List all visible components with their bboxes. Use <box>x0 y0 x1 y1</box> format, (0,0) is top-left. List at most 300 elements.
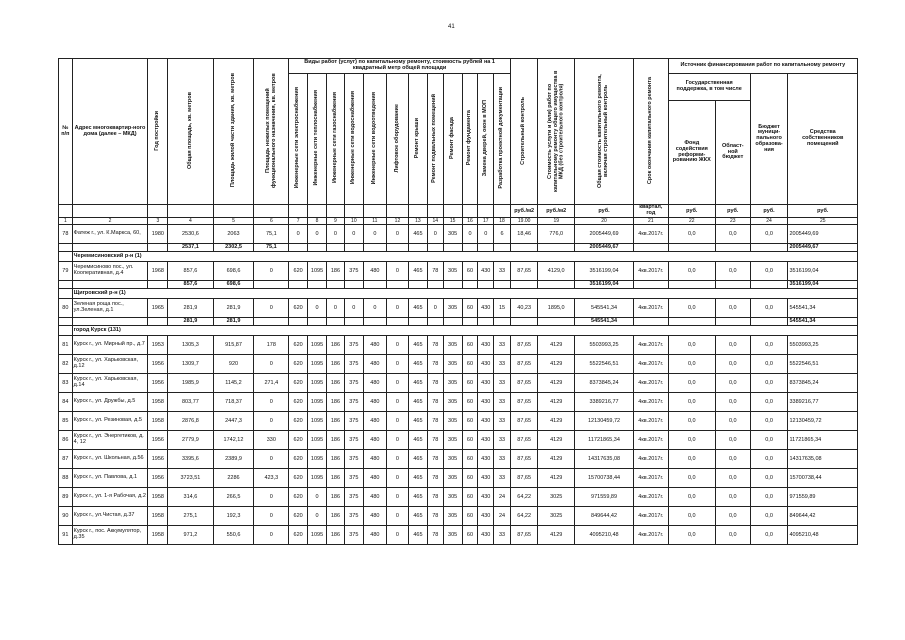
blank-cell <box>59 325 73 335</box>
row-work-cost: 430 <box>478 468 494 487</box>
row-year: 1956 <box>148 354 168 373</box>
row-work-cost: 24 <box>494 506 511 525</box>
row-work-cost: 33 <box>494 525 511 544</box>
blank-cell <box>511 243 538 251</box>
row-fund: 0,0 <box>668 411 715 430</box>
row-fund: 0,0 <box>668 487 715 506</box>
row-work-cost: 375 <box>344 487 363 506</box>
row-deadline: 4кв.2017г. <box>633 449 668 468</box>
blank-cell <box>59 251 73 261</box>
subtotal-area: 2537,1 <box>168 243 213 251</box>
row-work-cost: 78 <box>427 487 443 506</box>
row-work-cost: 60 <box>462 487 478 506</box>
blank-cell <box>308 280 327 288</box>
unit-quarter: квартал, год <box>633 205 668 218</box>
column-number: 4 <box>168 217 213 224</box>
row-owners: 5522546,51 <box>788 354 858 373</box>
table-row <box>59 487 858 506</box>
unit-rub-m2: руб./м2 <box>511 205 538 218</box>
row-fund: 0,0 <box>668 224 715 243</box>
row-work-cost: 430 <box>478 411 494 430</box>
blank-cell <box>494 243 511 251</box>
blank-cell <box>408 317 427 325</box>
row-nonres-area: 0 <box>254 354 289 373</box>
row-work-cost: 186 <box>327 525 345 544</box>
row-address: Черемисиново пос., ул. Кооперативная, д.4 <box>72 261 148 280</box>
row-work-cost: 480 <box>363 468 386 487</box>
row-work-cost: 186 <box>327 487 345 506</box>
row-work-cost: 620 <box>289 411 308 430</box>
row-work-cost: 87,65 <box>511 354 538 373</box>
row-work-cost: 620 <box>289 373 308 392</box>
row-deadline: 4кв.2017г. <box>633 373 668 392</box>
row-number: 87 <box>59 449 73 468</box>
blank-cell <box>668 243 715 251</box>
table-row <box>59 392 858 411</box>
row-work-cost: 0 <box>289 224 308 243</box>
column-number: 7 <box>289 217 308 224</box>
row-number: 88 <box>59 468 73 487</box>
row-work-cost: 87,65 <box>511 392 538 411</box>
blank-cell <box>327 280 345 288</box>
row-work-cost: 78 <box>427 373 443 392</box>
row-nonres-area: 0 <box>254 487 289 506</box>
table-row <box>59 411 858 430</box>
row-total-cost: 4095210,48 <box>575 525 634 544</box>
row-work-cost: 480 <box>363 373 386 392</box>
row-work-cost: 480 <box>363 354 386 373</box>
blank-cell <box>427 317 443 325</box>
row-deadline: 4кв.2017г. <box>633 430 668 449</box>
row-work-cost: 186 <box>327 430 345 449</box>
row-work-cost: 60 <box>462 525 478 544</box>
row-work-cost: 465 <box>408 411 427 430</box>
row-work-cost: 430 <box>478 261 494 280</box>
blank-cell <box>538 243 575 251</box>
row-municipal: 0,0 <box>750 468 788 487</box>
row-address: Курск г., ул. Энергетиков, д. 4, 12 <box>72 430 148 449</box>
row-number: 81 <box>59 335 73 354</box>
blank-cell <box>478 317 494 325</box>
row-work-cost: 1095 <box>308 354 327 373</box>
row-work-cost: 305 <box>443 468 462 487</box>
row-total-area: 2779,9 <box>168 430 213 449</box>
row-municipal: 0,0 <box>750 392 788 411</box>
row-work-cost: 375 <box>344 392 363 411</box>
row-regional: 0,0 <box>715 449 750 468</box>
row-work-cost: 0 <box>344 298 363 317</box>
row-total-area: 1305,3 <box>168 335 213 354</box>
row-work-cost: 0 <box>308 487 327 506</box>
row-work-cost: 375 <box>344 506 363 525</box>
header-owners: Средства собственников помещений <box>788 74 858 205</box>
column-number: 21 <box>633 217 668 224</box>
header-work-12: Разработка проектной документации <box>494 74 511 205</box>
blank-cell <box>750 317 788 325</box>
row-work-cost: 186 <box>327 392 345 411</box>
row-number: 85 <box>59 411 73 430</box>
row-work-cost: 33 <box>494 373 511 392</box>
row-year: 1956 <box>148 430 168 449</box>
header-regional: Област-ной бюджет <box>715 101 750 205</box>
row-total-area: 1309,7 <box>168 354 213 373</box>
row-work-cost: 620 <box>289 487 308 506</box>
header-work-13: Строительный контроль <box>511 59 538 205</box>
row-work-cost: 1095 <box>308 261 327 280</box>
column-number: 15 <box>443 217 462 224</box>
row-work-cost: 1095 <box>308 468 327 487</box>
row-work-cost: 480 <box>363 506 386 525</box>
row-work-cost: 1095 <box>308 392 327 411</box>
row-total-cost: 5522546,51 <box>575 354 634 373</box>
row-owners: 5503993,25 <box>788 335 858 354</box>
row-work-cost: 0 <box>386 354 408 373</box>
row-work-cost: 0 <box>308 224 327 243</box>
row-work-cost: 0 <box>327 224 345 243</box>
blank-cell <box>344 243 363 251</box>
row-work-cost: 186 <box>327 468 345 487</box>
blank-cell <box>72 280 148 288</box>
column-number: 12 <box>386 217 408 224</box>
row-work-cost: 375 <box>344 525 363 544</box>
row-total-area: 275,1 <box>168 506 213 525</box>
row-work-cost: 465 <box>408 261 427 280</box>
row-work-cost: 1095 <box>308 449 327 468</box>
blank-cell <box>72 243 148 251</box>
row-work-cost: 186 <box>327 261 345 280</box>
row-deadline: 4кв.2017г. <box>633 506 668 525</box>
row-total-cost: 849644,42 <box>575 506 634 525</box>
row-living-area: 2389,9 <box>213 449 254 468</box>
row-work-cost: 305 <box>443 373 462 392</box>
blank-cell <box>633 280 668 288</box>
column-number: 5 <box>213 217 254 224</box>
row-address: Курск г., ул. Харьковская, д.12 <box>72 354 148 373</box>
row-total-cost: 15700738,44 <box>575 468 634 487</box>
blank-cell <box>478 243 494 251</box>
row-work-cost: 0 <box>327 298 345 317</box>
row-work-cost: 480 <box>363 449 386 468</box>
row-work-cost: 87,65 <box>511 449 538 468</box>
header-funding-group: Источник финансирования работ по капитальному ремонту <box>668 59 857 74</box>
row-number: 90 <box>59 506 73 525</box>
row-municipal: 0,0 <box>750 261 788 280</box>
row-work-cost: 0 <box>386 411 408 430</box>
row-municipal: 0,0 <box>750 525 788 544</box>
row-work-cost: 430 <box>478 335 494 354</box>
row-work-cost: 465 <box>408 354 427 373</box>
row-unit-cost: 4129 <box>538 373 575 392</box>
header-no: № п/п <box>59 59 73 205</box>
blank-cell <box>59 288 73 298</box>
row-living-area: 266,5 <box>213 487 254 506</box>
header-nonres-area: Площадь нежилых помещений функционального назначения, кв. метров <box>254 59 289 205</box>
row-owners: 3516199,04 <box>788 261 858 280</box>
row-total-cost: 11721865,34 <box>575 430 634 449</box>
row-total-area: 857,6 <box>168 261 213 280</box>
row-year: 1958 <box>148 506 168 525</box>
row-total-cost: 5503993,25 <box>575 335 634 354</box>
row-living-area: 698,6 <box>213 261 254 280</box>
row-work-cost: 33 <box>494 430 511 449</box>
row-nonres-area: 0 <box>254 261 289 280</box>
row-unit-cost: 4129 <box>538 335 575 354</box>
row-total-area: 2876,8 <box>168 411 213 430</box>
subtotal-nonres <box>254 317 289 325</box>
blank-cell <box>289 317 308 325</box>
section-title: Черемисиновский р-н (1) <box>72 251 857 261</box>
header-address: Адрес многоквартир-ного дома (далее – МКД) <box>72 59 148 205</box>
row-work-cost: 465 <box>408 335 427 354</box>
row-year: 1958 <box>148 525 168 544</box>
row-living-area: 281,9 <box>213 298 254 317</box>
row-nonres-area: 0 <box>254 411 289 430</box>
row-work-cost: 87,65 <box>511 335 538 354</box>
blank-cell <box>148 317 168 325</box>
row-work-cost: 620 <box>289 468 308 487</box>
row-address: Курск г., ул. Мирный пр., д.7 <box>72 335 148 354</box>
row-number: 86 <box>59 430 73 449</box>
header-work-10: Ремонт фундамента <box>462 74 478 205</box>
table-row <box>59 298 858 317</box>
row-address: Курск г., ул. Павлова, д.1 <box>72 468 148 487</box>
row-nonres-area: 423,3 <box>254 468 289 487</box>
column-number: 17 <box>478 217 494 224</box>
blank-cell <box>462 317 478 325</box>
blank-cell <box>478 280 494 288</box>
row-work-cost: 0 <box>344 224 363 243</box>
subtotal-area: 281,9 <box>168 317 213 325</box>
blank-cell <box>308 317 327 325</box>
row-work-cost: 620 <box>289 298 308 317</box>
header-work-9: Ремонт фасада <box>443 74 462 205</box>
section-row <box>59 325 858 335</box>
table-row <box>59 373 858 392</box>
blank-cell <box>363 280 386 288</box>
blank-cell <box>668 280 715 288</box>
subtotal-nonres <box>254 280 289 288</box>
table-row <box>59 224 858 243</box>
row-address: Курск г., ул. 1-я Рабочая, д.2 <box>72 487 148 506</box>
row-work-cost: 620 <box>289 430 308 449</box>
blank-cell <box>668 317 715 325</box>
row-work-cost: 87,65 <box>511 468 538 487</box>
section-row <box>59 288 858 298</box>
header-living-area: Площадь жилой части здания, кв. метров <box>213 59 254 205</box>
row-work-cost: 1095 <box>308 525 327 544</box>
subtotal-total-cost: 2005449,67 <box>575 243 634 251</box>
blank-cell <box>750 243 788 251</box>
header-work-6: Лифтовое оборудование <box>386 74 408 205</box>
row-work-cost: 60 <box>462 354 478 373</box>
header-works-group: Виды работ (услуг) по капитальному ремонту, стоимость рублей на 1 квадратный метр общей площади <box>289 59 511 74</box>
header-work-1: Инженерные сети электроснабжения <box>289 74 308 205</box>
row-nonres-area: 178 <box>254 335 289 354</box>
blank-cell <box>538 317 575 325</box>
row-work-cost: 620 <box>289 449 308 468</box>
row-fund: 0,0 <box>668 298 715 317</box>
row-work-cost: 0 <box>386 487 408 506</box>
row-work-cost: 24 <box>494 487 511 506</box>
row-municipal: 0,0 <box>750 487 788 506</box>
blank-cell <box>289 243 308 251</box>
row-work-cost: 0 <box>386 449 408 468</box>
row-work-cost: 0 <box>308 506 327 525</box>
row-unit-cost: 4129 <box>538 392 575 411</box>
row-municipal: 0,0 <box>750 298 788 317</box>
row-number: 89 <box>59 487 73 506</box>
row-address: Курск г., ул. Дружбы, д.5 <box>72 392 148 411</box>
row-work-cost: 186 <box>327 411 345 430</box>
row-work-cost: 87,65 <box>511 430 538 449</box>
blank-cell <box>443 317 462 325</box>
row-owners: 11721865,34 <box>788 430 858 449</box>
row-work-cost: 430 <box>478 506 494 525</box>
row-work-cost: 33 <box>494 261 511 280</box>
table-row <box>59 525 858 544</box>
row-work-cost: 620 <box>289 506 308 525</box>
row-unit-cost: 776,0 <box>538 224 575 243</box>
header-work-4: Инженерные сети водоснабжения <box>344 74 363 205</box>
blank-cell <box>633 317 668 325</box>
table-row <box>59 335 858 354</box>
row-work-cost: 15 <box>494 298 511 317</box>
header-total-cost: Общая стоимость капитального ремонта, включая строительный контроль <box>575 59 634 205</box>
column-number: 13 <box>408 217 427 224</box>
column-number: 23 <box>715 217 750 224</box>
blank-cell <box>443 243 462 251</box>
row-fund: 0,0 <box>668 430 715 449</box>
row-total-area: 971,2 <box>168 525 213 544</box>
row-work-cost: 1095 <box>308 430 327 449</box>
row-work-cost: 305 <box>443 525 462 544</box>
row-work-cost: 620 <box>289 354 308 373</box>
row-number: 91 <box>59 525 73 544</box>
row-work-cost: 430 <box>478 298 494 317</box>
subtotal-total-cost: 545541,34 <box>575 317 634 325</box>
blank-cell <box>72 317 148 325</box>
section-title: Щигровский р-н (1) <box>72 288 857 298</box>
row-regional: 0,0 <box>715 335 750 354</box>
row-work-cost: 375 <box>344 411 363 430</box>
row-work-cost: 1095 <box>308 335 327 354</box>
row-nonres-area: 0 <box>254 298 289 317</box>
row-work-cost: 78 <box>427 335 443 354</box>
table-row <box>59 449 858 468</box>
column-number: 19.00 <box>511 217 538 224</box>
row-deadline: 4кв.2017г. <box>633 224 668 243</box>
row-regional: 0,0 <box>715 354 750 373</box>
row-work-cost: 430 <box>478 392 494 411</box>
row-work-cost: 0 <box>386 261 408 280</box>
row-work-cost: 465 <box>408 525 427 544</box>
row-owners: 12130459,72 <box>788 411 858 430</box>
row-work-cost: 480 <box>363 335 386 354</box>
row-work-cost: 430 <box>478 449 494 468</box>
row-work-cost: 305 <box>443 430 462 449</box>
row-work-cost: 0 <box>363 298 386 317</box>
row-owners: 849644,42 <box>788 506 858 525</box>
column-number: 1 <box>59 217 73 224</box>
row-work-cost: 305 <box>443 411 462 430</box>
row-work-cost: 0 <box>386 506 408 525</box>
row-year: 1968 <box>148 261 168 280</box>
row-work-cost: 375 <box>344 430 363 449</box>
row-work-cost: 480 <box>363 261 386 280</box>
row-total-area: 3723,51 <box>168 468 213 487</box>
row-work-cost: 480 <box>363 430 386 449</box>
unit-rub: руб. <box>750 205 788 218</box>
blank-cell <box>363 317 386 325</box>
row-work-cost: 186 <box>327 335 345 354</box>
column-number: 16 <box>462 217 478 224</box>
row-total-cost: 2005449,69 <box>575 224 634 243</box>
row-work-cost: 305 <box>443 487 462 506</box>
row-work-cost: 480 <box>363 525 386 544</box>
row-year: 1958 <box>148 392 168 411</box>
row-work-cost: 78 <box>427 525 443 544</box>
row-work-cost: 0 <box>478 224 494 243</box>
row-work-cost: 60 <box>462 468 478 487</box>
unit-rub: руб. <box>788 205 858 218</box>
row-work-cost: 465 <box>408 224 427 243</box>
column-number: 3 <box>148 217 168 224</box>
subtotal-living: 2302,5 <box>213 243 254 251</box>
row-year: 1980 <box>148 224 168 243</box>
subtotal-nonres: 75,1 <box>254 243 289 251</box>
row-work-cost: 620 <box>289 525 308 544</box>
row-work-cost: 620 <box>289 261 308 280</box>
row-work-cost: 305 <box>443 224 462 243</box>
row-address: Курск г., ул.Чистая, д.37 <box>72 506 148 525</box>
header-municipal: Бюджет муници-пального образова-ния <box>750 74 788 205</box>
row-owners: 545541,34 <box>788 298 858 317</box>
column-number: 14 <box>427 217 443 224</box>
row-work-cost: 0 <box>386 430 408 449</box>
row-address: Курск г., ул. Резиновая, д.5 <box>72 411 148 430</box>
row-number: 80 <box>59 298 73 317</box>
row-nonres-area: 330 <box>254 430 289 449</box>
row-work-cost: 0 <box>363 224 386 243</box>
row-work-cost: 33 <box>494 411 511 430</box>
subtotal-row <box>59 243 858 251</box>
row-regional: 0,0 <box>715 298 750 317</box>
row-work-cost: 375 <box>344 373 363 392</box>
row-work-cost: 87,65 <box>511 373 538 392</box>
row-work-cost: 620 <box>289 392 308 411</box>
row-deadline: 4кв.2017г. <box>633 411 668 430</box>
column-number: 11 <box>363 217 386 224</box>
unit-rub-m2: руб./м2 <box>538 205 575 218</box>
blank-cell <box>386 243 408 251</box>
row-number: 78 <box>59 224 73 243</box>
blank-cell <box>289 280 308 288</box>
blank-cell <box>750 280 788 288</box>
row-work-cost: 78 <box>427 506 443 525</box>
row-total-area: 803,77 <box>168 392 213 411</box>
row-work-cost: 305 <box>443 335 462 354</box>
row-unit-cost: 4129,0 <box>538 261 575 280</box>
subtotal-area: 857,6 <box>168 280 213 288</box>
row-year: 1956 <box>148 468 168 487</box>
row-work-cost: 480 <box>363 411 386 430</box>
row-work-cost: 375 <box>344 449 363 468</box>
row-work-cost: 78 <box>427 430 443 449</box>
header-state-support: Государственная поддержка, в том числе <box>668 74 750 101</box>
row-regional: 0,0 <box>715 224 750 243</box>
row-work-cost: 6 <box>494 224 511 243</box>
row-work-cost: 375 <box>344 354 363 373</box>
